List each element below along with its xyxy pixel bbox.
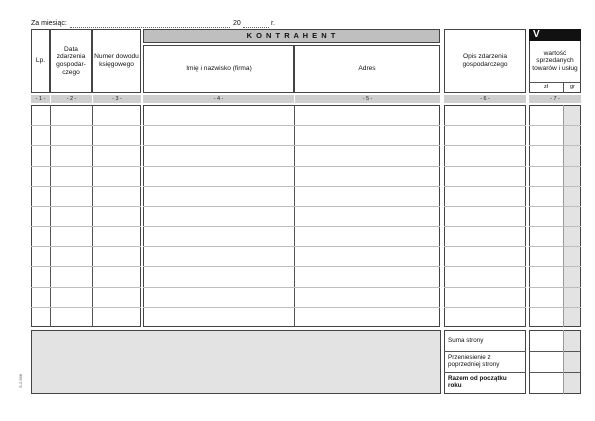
notes-area (31, 330, 441, 394)
year-suffix: r. (271, 20, 275, 27)
table-row-separator (143, 307, 440, 308)
table-row-separator (143, 266, 440, 267)
table-row-separator (444, 166, 526, 167)
kontrahent-label: K O N T R A H E N T (246, 31, 337, 40)
header-address-label: Adres (358, 65, 376, 73)
col-num-7: - 7 - (529, 95, 581, 103)
month-field[interactable] (70, 27, 230, 28)
table-row-separator (444, 246, 526, 247)
table-row-separator (143, 226, 440, 227)
table-row-separator (444, 266, 526, 267)
summary-carried-over: Przeniesienie z poprzedniej strony (448, 354, 500, 369)
table-row-separator (31, 186, 141, 187)
table-row-separator (529, 287, 581, 288)
header-zl: zł (544, 84, 548, 90)
summary-values[interactable] (529, 330, 581, 394)
table-row-separator (143, 166, 440, 167)
table-row-separator (529, 166, 581, 167)
table-row-separator (143, 145, 440, 146)
table-row-separator (529, 246, 581, 247)
header-description-label: Opis zdarzenia gospodarczego (462, 53, 508, 68)
table-row-separator (31, 266, 141, 267)
table-row-separator (143, 287, 440, 288)
table-row-separator (529, 125, 581, 126)
col-num-6: - 6 - (444, 95, 526, 103)
col-num-1: - 1 - (31, 95, 50, 103)
table-row-separator (444, 287, 526, 288)
year-field[interactable] (243, 27, 269, 28)
table-row-separator (143, 125, 440, 126)
table-row-separator (143, 186, 440, 187)
col-num-5: - 5 - (295, 95, 440, 103)
table-row-separator (444, 206, 526, 207)
table-row-separator (444, 307, 526, 308)
table-row-separator (31, 145, 141, 146)
col-num-2: - 2 - (51, 95, 92, 103)
table-row-separator (31, 287, 141, 288)
month-label: Za miesiąc: (31, 20, 67, 27)
header-date-label: Data zdarzenia gospodar-czego (56, 45, 86, 76)
table-row-separator (31, 166, 141, 167)
table-row-separator (529, 266, 581, 267)
table-row-separator (143, 206, 440, 207)
table-row-separator (444, 186, 526, 187)
table-row-separator (143, 246, 440, 247)
table-row-separator (529, 145, 581, 146)
col-num-3: - 3 - (93, 95, 141, 103)
table-row-separator (444, 226, 526, 227)
table-row-separator (31, 226, 141, 227)
table-row-separator (444, 125, 526, 126)
table-row-separator (31, 307, 141, 308)
table-row-separator (529, 226, 581, 227)
header-name-label: Imię i nazwisko (firma) (186, 65, 252, 73)
year-prefix: 20 (233, 20, 241, 27)
col-num-4: - 4 - (143, 95, 294, 103)
header-gr: gr (570, 84, 575, 90)
header-value-label: wartość sprzedanych towarów i usług (532, 49, 578, 72)
table-row-separator (529, 186, 581, 187)
header-lp-label: Lp. (35, 57, 46, 65)
table-row-separator (31, 206, 141, 207)
table-row-separator (444, 145, 526, 146)
entries-grid[interactable] (31, 105, 581, 327)
summary-year-total: Razem od początku roku (448, 375, 507, 390)
table-row-separator (529, 307, 581, 308)
table-row-separator (31, 125, 141, 126)
marker-icon: V (533, 29, 540, 40)
header-doc-number-label: Numer dowodu księgowego (94, 53, 139, 68)
summary-page-total: Suma strony (448, 337, 484, 344)
table-row-separator (529, 206, 581, 207)
side-code: S-2.568 (18, 373, 23, 388)
table-row-separator (31, 246, 141, 247)
